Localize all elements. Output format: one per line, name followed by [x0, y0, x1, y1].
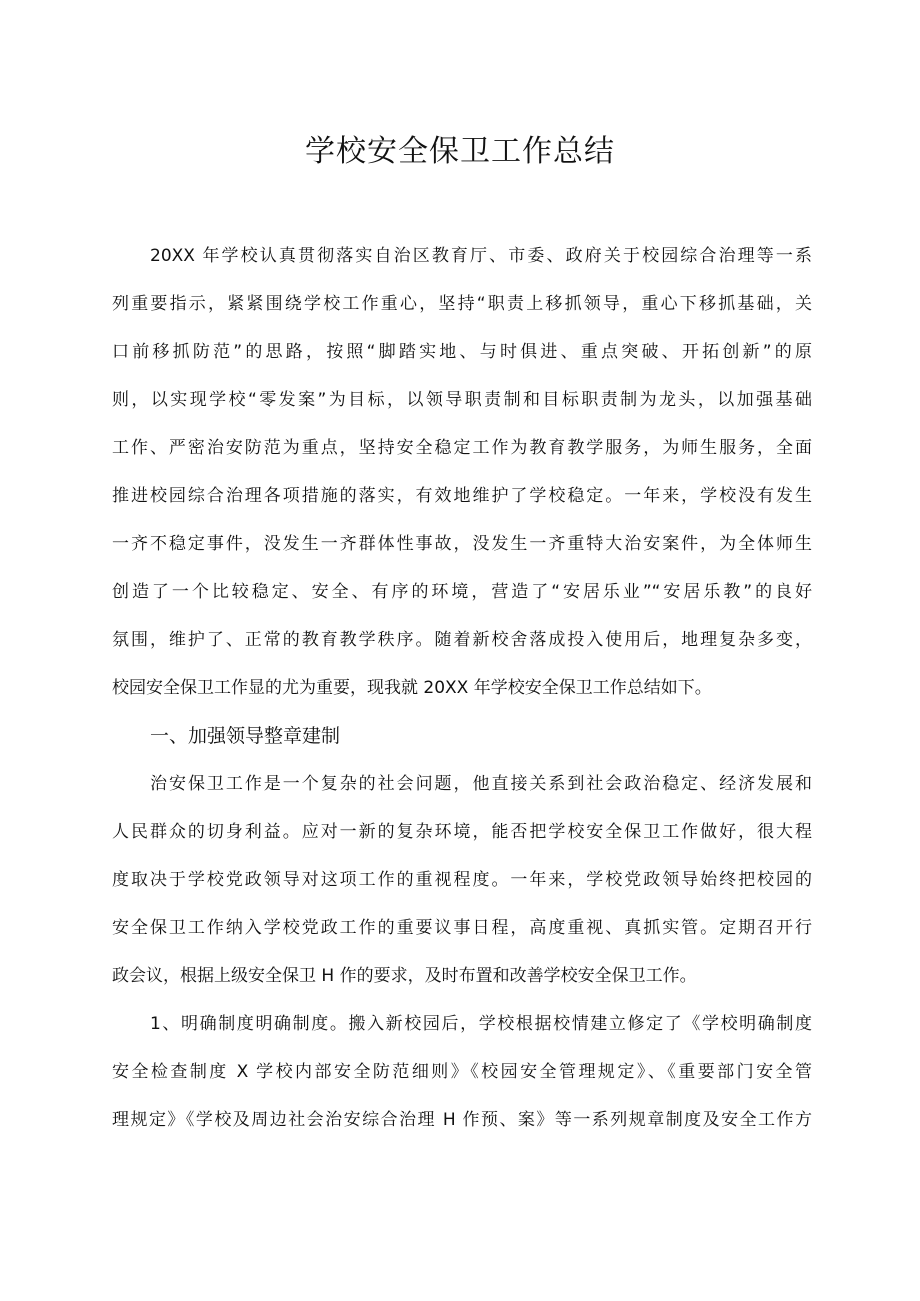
paragraph-line: 安全保卫工作纳入学校党政工作的重要议事日程，高度重视、真抓实管。定期召开行	[112, 918, 812, 938]
paragraph-line: 口前移抓防范”的思路，按照“脚踏实地、与时俱进、重点突破、开拓创新”的原	[112, 342, 812, 362]
paragraph-line: 氛围，维护了、正常的教育教学秩序。随着新校舍落成投入使用后，地理复杂多变，	[112, 630, 812, 650]
paragraph-line: 一齐不稳定事件，没发生一齐群体性事故，没发生一齐重特大治安案件，为全体师生	[112, 534, 812, 554]
paragraph-line: 1、明确制度明确制度。搬入新校园后，学校根据校情建立修定了《学校明确制度	[150, 1014, 812, 1034]
paragraph-line: 校园安全保卫工作显的尤为重要，现我就 20XX 年学校安全保卫工作总结如下。	[112, 678, 712, 698]
paragraph-line: 推进校园综合治理各项措施的落实，有效地维护了学校稳定。一年来，学校没有发生	[112, 486, 812, 506]
paragraph-line: 人民群众的切身利益。应对一新的复杂环境，能否把学校安全保卫工作做好，很大程	[112, 822, 812, 842]
document-body	[112, 239, 812, 1151]
paragraph-line: 治安保卫工作是一个复杂的社会问题，他直接关系到社会政治稳定、经济发展和	[150, 774, 812, 794]
paragraph-line: 创造了一个比较稳定、安全、有序的环境，营造了“安居乐业”“安居乐教”的良好	[112, 582, 812, 602]
paragraph-line: 20XX 年学校认真贯彻落实自治区教育厅、市委、政府关于校园综合治理等一系	[150, 246, 812, 266]
section-heading: 一、加强领导整章建制	[150, 725, 341, 747]
paragraph-line: 工作、严密治安防范为重点，坚持安全稳定工作为教育教学服务，为师生服务，全面	[112, 438, 812, 458]
paragraph-line: 政会议，根据上级安全保卫 H 作的要求，及时布置和改善学校安全保卫工作。	[112, 966, 697, 986]
paragraph-line: 度取决于学校党政领导对这项工作的重视程度。一年来，学校党政领导始终把校园的	[112, 870, 812, 890]
paragraph-line: 安全检查制度 X 学校内部安全防范细则》《校园安全管理规定》、《重要部门安全管	[112, 1062, 812, 1082]
document-title: 学校安全保卫工作总结	[305, 134, 615, 169]
paragraph-line: 理规定》《学校及周边社会治安综合治理 H 作预、案》等一系列规章制度及安全工作方	[112, 1110, 812, 1130]
paragraph-line: 则，以实现学校“零发案”为目标，以领导职责制和目标职责制为龙头，以加强基础	[112, 390, 812, 410]
paragraph-line: 列重要指示，紧紧围绕学校工作重心，坚持“职责上移抓领导，重心下移抓基础，关	[112, 294, 812, 314]
